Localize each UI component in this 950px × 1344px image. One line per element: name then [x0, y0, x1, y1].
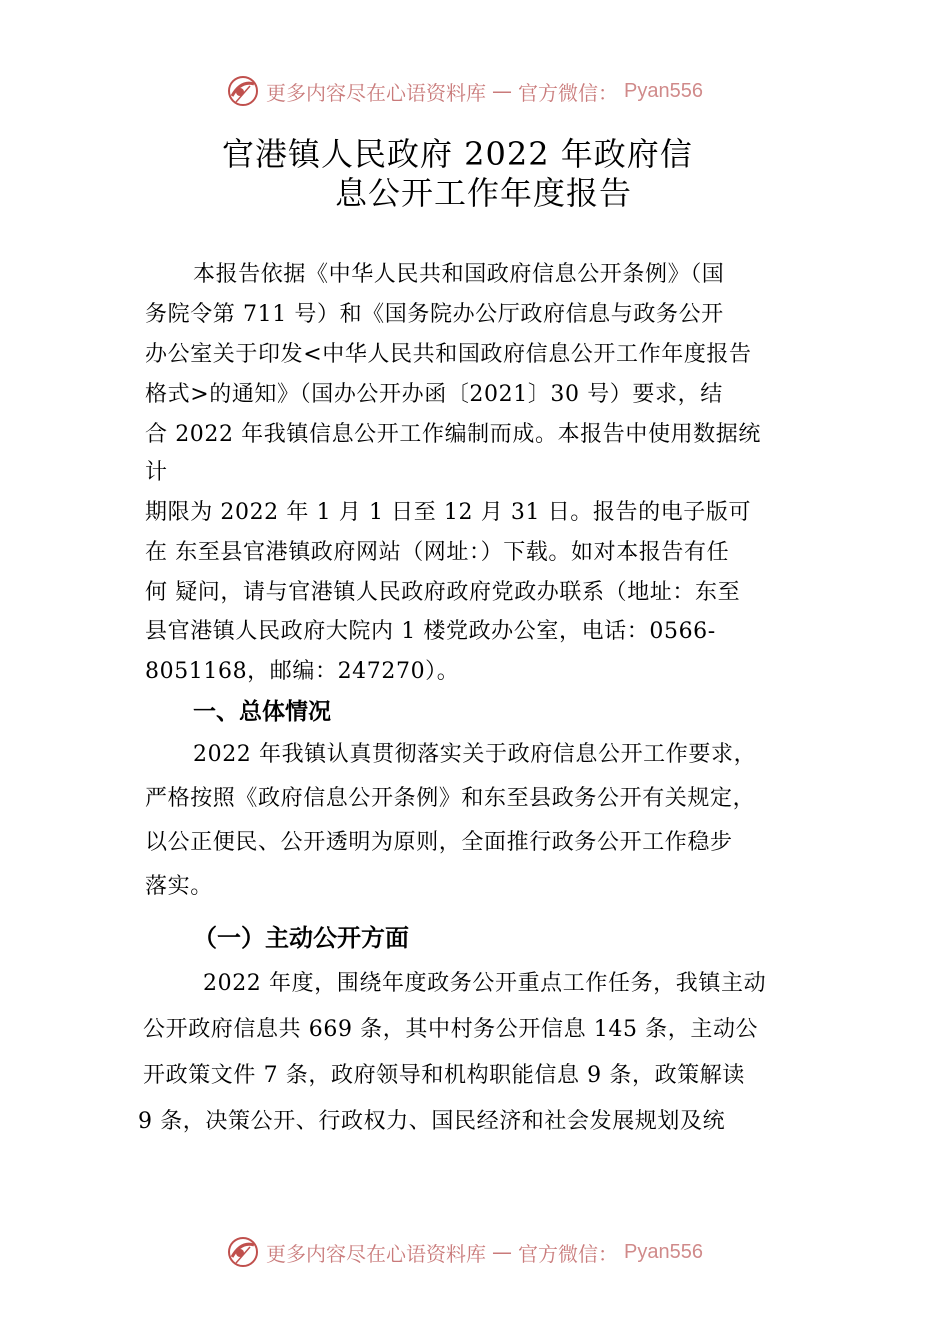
section1-line: 2022 年我镇认真贯彻落实关于政府信息公开工作要求， [193, 742, 757, 767]
intro-line: 何 疑问，请与官港镇人民政府政府党政办联系（地址：东至 [145, 580, 741, 605]
doc-title-line1: 官港镇人民政府 2022 年政府信 [222, 135, 693, 173]
section1-line: 严格按照《政府信息公开条例》和东至县政务公开有关规定， [145, 786, 756, 811]
intro-line: 在 东至县官港镇政府网站（网址：）下载。如对本报告有任 [145, 540, 730, 565]
watermark-wechat-id: Pyan556 [624, 1240, 703, 1263]
section1-line: 以公正便民、公开透明为原则，全面推行政务公开工作稳步 [145, 830, 733, 855]
intro-line: 务院令第 711 号）和《国务院办公厅政府信息与政务公开 [145, 302, 724, 327]
section1-line: 落实。 [145, 874, 213, 899]
intro-line: 办公室关于印发<中华人民共和国政府信息公开工作年度报告 [145, 342, 752, 367]
watermark-dash: — [492, 79, 512, 103]
intro-line: 期限为 2022 年 1 月 1 日至 12 月 31 日。报告的电子版可 [145, 500, 752, 525]
watermark-text: 更多内容尽在心语资料库 [266, 1241, 486, 1266]
watermark-dash: — [492, 1240, 512, 1264]
section2-line: 公开政府信息共 669 条，其中村务公开信息 145 条，主动公 [143, 1017, 759, 1042]
watermark-bottom [226, 1235, 703, 1269]
intro-line: 计 [145, 460, 168, 485]
watermark-top [226, 74, 703, 108]
watermark-wechat-id: Pyan556 [624, 79, 703, 102]
section2-line: 2022 年度，围绕年度政务公开重点工作任务，我镇主动 [203, 971, 767, 996]
watermark-wechat-label: 官方微信： [518, 80, 618, 105]
section2-line: 9 条，决策公开、行政权力、国民经济和社会发展规划及统 [138, 1109, 726, 1134]
intro-line: 8051168，邮编：247270）。 [145, 659, 460, 684]
doc-title-line2: 息公开工作年度报告 [335, 174, 633, 212]
brand-logo-icon [226, 74, 260, 108]
intro-line: 县官港镇人民政府大院内 1 楼党政办公室，电话：0566- [145, 619, 716, 644]
intro-line: 合 2022 年我镇信息公开工作编制而成。本报告中使用数据统 [145, 422, 761, 447]
watermark-text: 更多内容尽在心语资料库 [266, 80, 486, 105]
watermark-wechat-label: 官方微信： [518, 1241, 618, 1266]
section2-line: 开政策文件 7 条，政府领导和机构职能信息 9 条，政策解读 [143, 1063, 745, 1088]
intro-line: 本报告依据《中华人民共和国政府信息公开条例》（国 [193, 262, 725, 287]
intro-line: 格式>的通知》（国办公开办函〔2021〕30 号）要求，结 [145, 382, 723, 407]
section-heading-overview: 一、总体情况 [193, 699, 331, 725]
section-heading-active-disclosure: （一）主动公开方面 [193, 924, 409, 952]
brand-logo-icon [226, 1235, 260, 1269]
